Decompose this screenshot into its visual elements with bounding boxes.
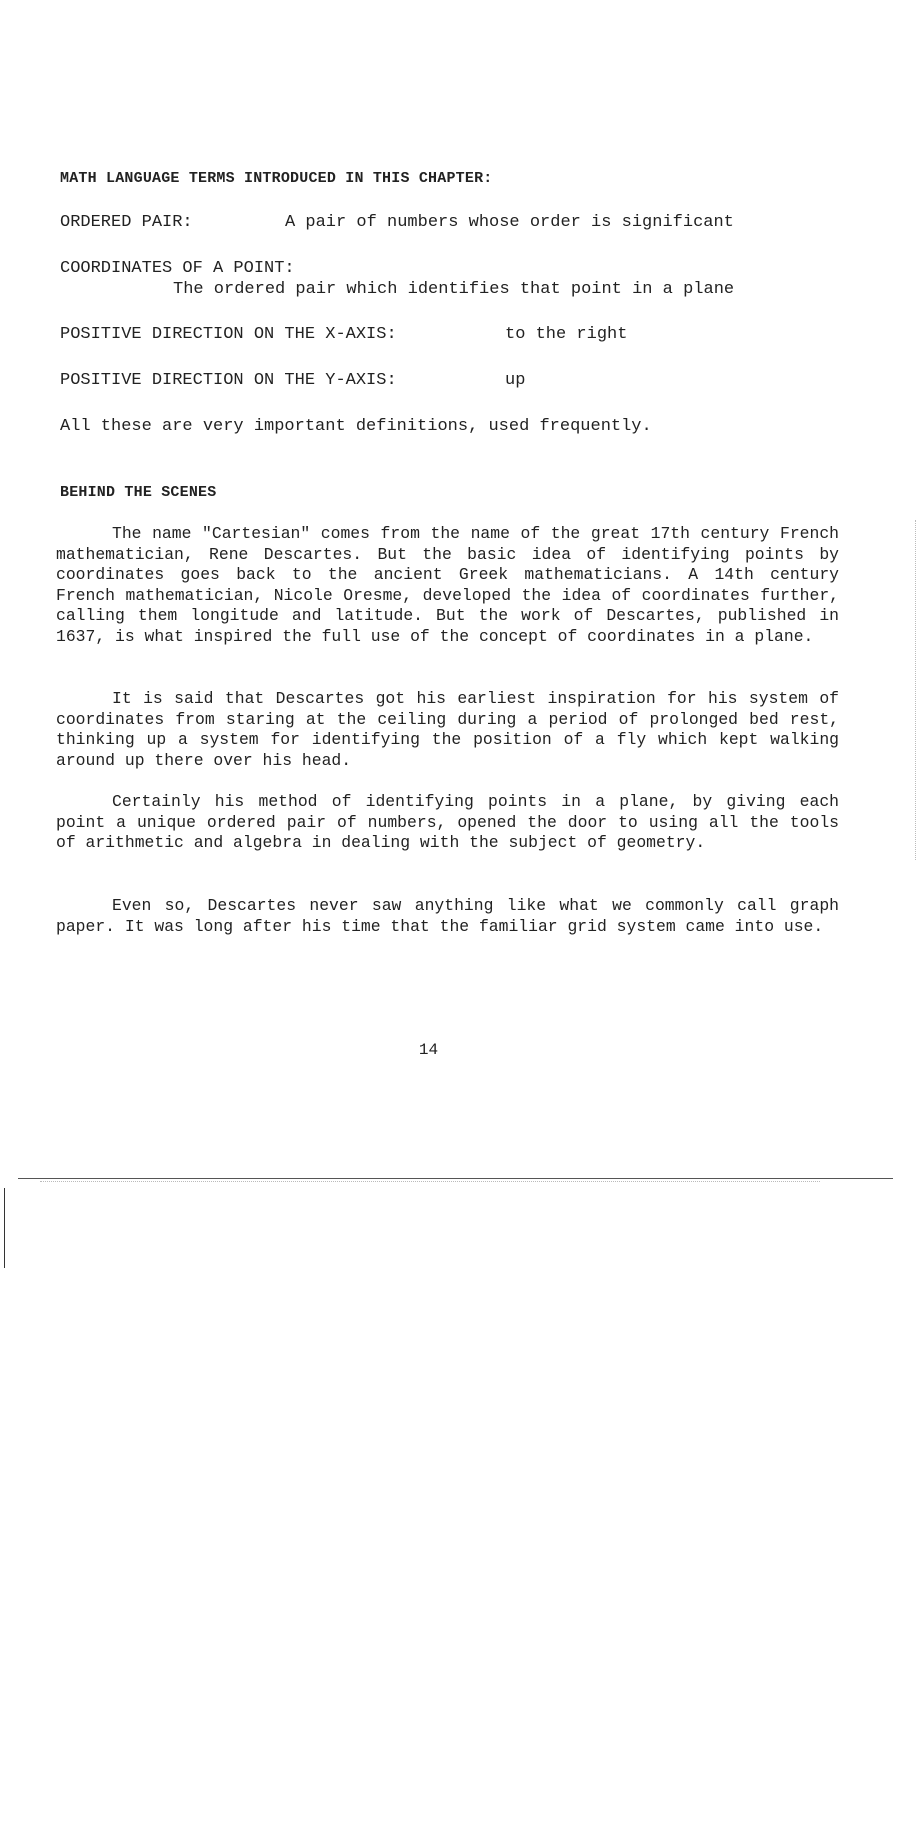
terms-heading: MATH LANGUAGE TERMS INTRODUCED IN THIS CHAPTER:: [60, 170, 493, 187]
x-axis-label: POSITIVE DIRECTION ON THE X-AXIS:: [60, 325, 397, 344]
page-bottom-rule: [18, 1178, 893, 1179]
x-axis-definition: to the right: [505, 325, 628, 344]
ordered-pair-label: ORDERED PAIR:: [60, 213, 193, 232]
ordered-pair-definition: A pair of numbers whose order is significant: [285, 213, 734, 232]
page-number: 14: [418, 1041, 439, 1059]
scan-noise-line: [40, 1181, 820, 1182]
coordinates-label: COORDINATES OF A POINT:: [60, 259, 295, 278]
paragraph-graph-paper: Even so, Descartes never saw anything like what we commonly call graph paper. It was long after his time that the familiar grid system came into use.: [56, 896, 839, 936]
definitions-note: All these are very important definitions, used frequently.: [60, 417, 652, 436]
paragraph-cartesian-origin: The name "Cartesian" comes from the name of the great 17th century French mathematician, Rene Descartes. But the basic idea of identifying points by coordinates goes back to the ancient Greek mathematicians. A 14th century French mathematician, Nicole Oresme, developed the idea of coordinates further, calling them longitude and latitude. But the work of Descartes, published in 1637, is what inspired the full use of the concept of coordinates in a plane.: [56, 524, 839, 646]
paragraph-ceiling-fly: It is said that Descartes got his earliest inspiration for his system of coordinates from staring at the ceiling during a period of prolonged bed rest, thinking up a system for identifying the position of a fly which kept walking around up there over his head.: [56, 689, 839, 770]
paragraph-method: Certainly his method of identifying points in a plane, by giving each point a unique ordered pair of numbers, opened the door to using all the tools of arithmetic and algebra in dealing with the subject of geometry.: [56, 792, 839, 853]
behind-the-scenes-heading: BEHIND THE SCENES: [60, 484, 217, 501]
y-axis-definition: up: [505, 371, 526, 390]
edge-scan-marks: [911, 520, 916, 860]
coordinates-definition: The ordered pair which identifies that point in a plane: [173, 280, 735, 299]
margin-mark: [4, 1188, 5, 1268]
y-axis-label: POSITIVE DIRECTION ON THE Y-AXIS:: [60, 371, 397, 390]
